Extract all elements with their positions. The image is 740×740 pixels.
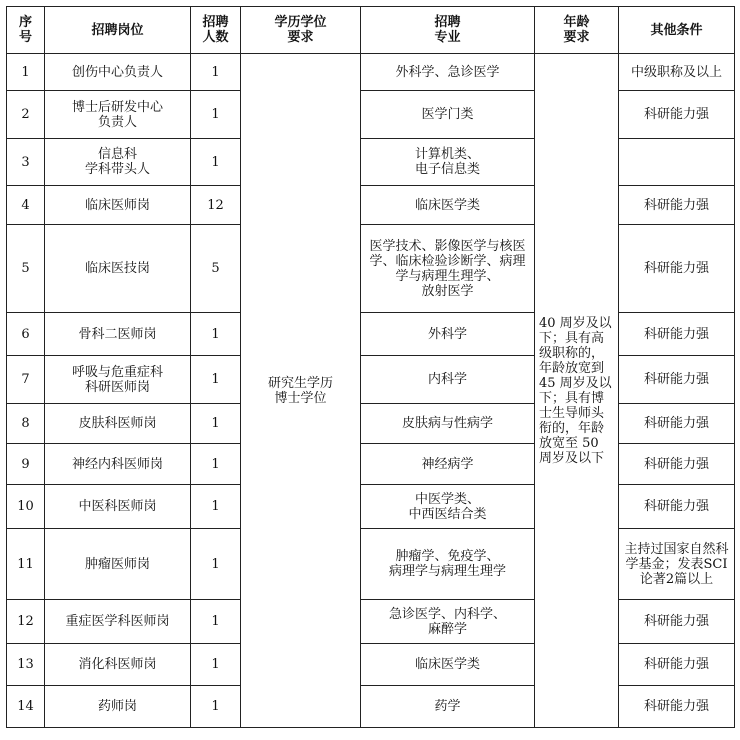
table-row [7, 54, 735, 91]
table-row [7, 485, 735, 529]
cell-major: 计算机类、 电子信息类 [361, 139, 535, 186]
table-row [7, 644, 735, 686]
cell-seq: 14 [7, 686, 45, 728]
cell-count: 1 [191, 91, 241, 139]
cell-count: 1 [191, 686, 241, 728]
cell-major: 外科学、急诊医学 [361, 54, 535, 91]
cell-other: 中级职称及以上 [619, 54, 735, 91]
header-row [7, 7, 735, 54]
cell-other: 科研能力强 [619, 485, 735, 529]
table-row [7, 139, 735, 186]
cell-seq: 3 [7, 139, 45, 186]
cell-count: 5 [191, 225, 241, 313]
cell-age: 40 周岁及以下；具有高级职称的，年龄放宽到 45 周岁及以下；具有博士生导师头衔的，年龄放宽至 50 周岁及以下 [535, 54, 619, 728]
cell-other: 科研能力强 [619, 600, 735, 644]
cell-position: 肿瘤医师岗 [45, 529, 191, 600]
cell-major: 内科学 [361, 356, 535, 404]
table-row [7, 686, 735, 728]
cell-position: 消化科医师岗 [45, 644, 191, 686]
table-body [7, 54, 735, 728]
table-row [7, 356, 735, 404]
cell-position: 临床医技岗 [45, 225, 191, 313]
cell-count: 1 [191, 529, 241, 600]
recruitment-table [6, 6, 735, 728]
cell-other: 科研能力强 [619, 91, 735, 139]
header-major: 招聘 专业 [361, 7, 535, 54]
cell-major: 皮肤病与性病学 [361, 404, 535, 444]
cell-major: 药学 [361, 686, 535, 728]
cell-seq: 6 [7, 313, 45, 356]
header-count: 招聘 人数 [191, 7, 241, 54]
cell-major: 医学技术、影像医学与核医学、临床检验诊断学、病理学与病理生理学、 放射医学 [361, 225, 535, 313]
cell-seq: 5 [7, 225, 45, 313]
cell-count: 1 [191, 139, 241, 186]
cell-degree: 研究生学历 博士学位 [241, 54, 361, 728]
cell-count: 1 [191, 444, 241, 485]
cell-other: 科研能力强 [619, 404, 735, 444]
cell-seq: 2 [7, 91, 45, 139]
cell-position: 博士后研发中心 负责人 [45, 91, 191, 139]
cell-position: 重症医学科医师岗 [45, 600, 191, 644]
table-row [7, 600, 735, 644]
table-row [7, 444, 735, 485]
header-seq: 序 号 [7, 7, 45, 54]
table-row [7, 404, 735, 444]
cell-seq: 11 [7, 529, 45, 600]
cell-count: 1 [191, 313, 241, 356]
cell-major: 临床医学类 [361, 186, 535, 225]
cell-count: 1 [191, 54, 241, 91]
cell-other: 科研能力强 [619, 686, 735, 728]
header-degree: 学历学位 要求 [241, 7, 361, 54]
cell-other: 科研能力强 [619, 444, 735, 485]
cell-seq: 10 [7, 485, 45, 529]
cell-other: 科研能力强 [619, 644, 735, 686]
cell-seq: 12 [7, 600, 45, 644]
cell-major: 神经病学 [361, 444, 535, 485]
table-row [7, 91, 735, 139]
cell-seq: 4 [7, 186, 45, 225]
header-age: 年龄 要求 [535, 7, 619, 54]
cell-seq: 8 [7, 404, 45, 444]
cell-position: 中医科医师岗 [45, 485, 191, 529]
cell-position: 神经内科医师岗 [45, 444, 191, 485]
table-row [7, 529, 735, 600]
cell-other: 科研能力强 [619, 356, 735, 404]
cell-other: 科研能力强 [619, 186, 735, 225]
cell-count: 1 [191, 404, 241, 444]
cell-position: 药师岗 [45, 686, 191, 728]
cell-count: 1 [191, 485, 241, 529]
cell-seq: 7 [7, 356, 45, 404]
cell-position: 皮肤科医师岗 [45, 404, 191, 444]
cell-other: 科研能力强 [619, 225, 735, 313]
table-row [7, 225, 735, 313]
cell-other: 科研能力强 [619, 313, 735, 356]
cell-position: 骨科二医师岗 [45, 313, 191, 356]
table-row [7, 186, 735, 225]
cell-seq: 9 [7, 444, 45, 485]
cell-major: 急诊医学、内科学、 麻醉学 [361, 600, 535, 644]
cell-position: 呼吸与危重症科 科研医师岗 [45, 356, 191, 404]
cell-count: 1 [191, 356, 241, 404]
table-row [7, 313, 735, 356]
cell-position: 信息科 学科带头人 [45, 139, 191, 186]
header-position: 招聘岗位 [45, 7, 191, 54]
cell-major: 外科学 [361, 313, 535, 356]
cell-major: 临床医学类 [361, 644, 535, 686]
cell-major: 肿瘤学、免疫学、 病理学与病理生理学 [361, 529, 535, 600]
header-other: 其他条件 [619, 7, 735, 54]
cell-count: 12 [191, 186, 241, 225]
cell-seq: 13 [7, 644, 45, 686]
cell-major: 中医学类、 中西医结合类 [361, 485, 535, 529]
cell-major: 医学门类 [361, 91, 535, 139]
cell-position: 临床医师岗 [45, 186, 191, 225]
cell-seq: 1 [7, 54, 45, 91]
cell-position: 创伤中心负责人 [45, 54, 191, 91]
cell-count: 1 [191, 600, 241, 644]
cell-other [619, 139, 735, 186]
cell-other: 主持过国家自然科学基金；发表SCI论著2篇以上 [619, 529, 735, 600]
cell-count: 1 [191, 644, 241, 686]
